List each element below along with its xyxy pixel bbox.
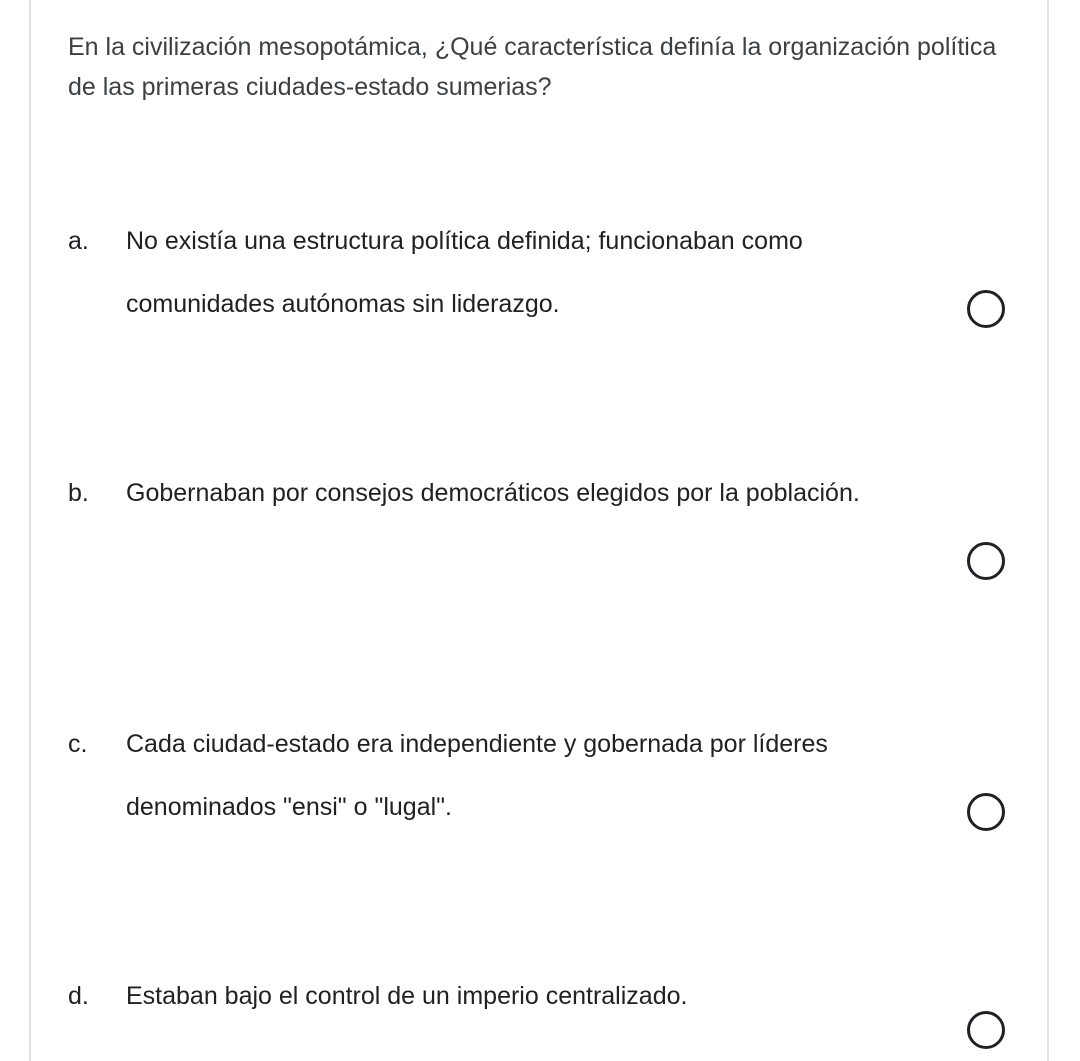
option-a-text: No existía una estructura política definida; funcionaban como comunidades autónomas sin liderazgo.: [126, 227, 803, 318]
option-d-text: Estaban bajo el control de un imperio centralizado.: [126, 982, 688, 1010]
option-b-radio-icon[interactable]: [967, 542, 1005, 580]
option-d-radio-icon[interactable]: [967, 1011, 1005, 1049]
option-c-letter: c.: [68, 730, 88, 758]
option-d[interactable]: [68, 978, 1028, 1061]
option-c[interactable]: [68, 726, 1028, 846]
option-c-radio-icon[interactable]: [967, 793, 1005, 831]
option-b-text: Gobernaban por consejos democráticos elegidos por la población.: [126, 479, 860, 507]
option-c-text: Cada ciudad-estado era independiente y gobernada por líderes denominados "ensi" o "lugal".: [126, 730, 828, 821]
option-a[interactable]: [68, 223, 1028, 343]
option-b-letter: b.: [68, 479, 89, 507]
option-d-letter: d.: [68, 982, 89, 1010]
option-a-letter: a.: [68, 227, 89, 255]
question-text: En la civilización mesopotámica, ¿Qué característica definía la organización política de las primeras ciudades-estado sumerias?: [68, 33, 997, 101]
option-b[interactable]: [68, 475, 1028, 595]
option-a-radio-icon[interactable]: [967, 290, 1005, 328]
